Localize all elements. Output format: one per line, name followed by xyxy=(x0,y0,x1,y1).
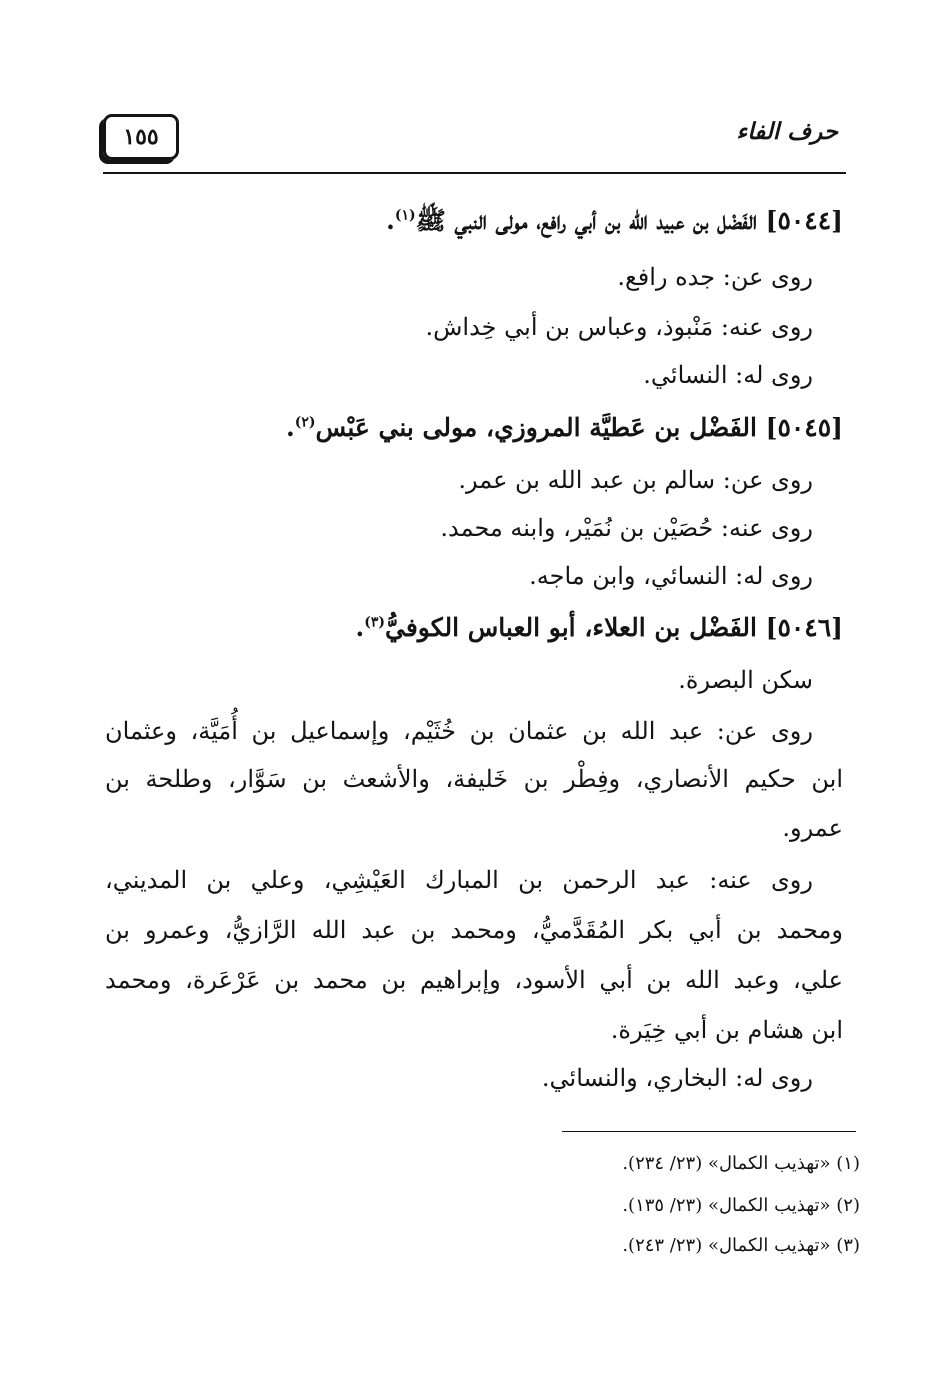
text-line xyxy=(542,1060,813,1096)
footnote-item: (٣) «تهذيب الكمال» (٢٣/ ٢٤٣). xyxy=(622,1235,860,1256)
header-rule xyxy=(103,172,846,174)
footnote-item: (٢) «تهذيب الكمال» (٢٣/ ١٣٥). xyxy=(622,1195,860,1216)
text-line xyxy=(643,357,813,393)
text-line xyxy=(678,662,813,698)
line-text: علي، وعبد الله بن أبي الأسود، وإبراهيم بن محمد بن عَرْعَرة، ومحمد xyxy=(105,966,843,994)
line-text: ومحمد بن أبي بكر المُقَدَّميُّ، ومحمد بن عبد الله الرَّازيُّ، وعمرو بن xyxy=(105,916,843,944)
line-text: [٥٠٤٤] الفَضْل بن عبيد الله بن أبي رافع، مولى النبي ﷺ xyxy=(415,206,843,235)
line-end-punctuation: . xyxy=(285,413,295,442)
line-text: روى عن: عبد الله بن عثمان بن خُثَيْم، وإسماعيل بن أُمَيَّة، وعثمان xyxy=(105,717,813,745)
footnote-marker: (١) xyxy=(394,207,416,224)
text-line xyxy=(425,309,813,345)
footnote-marker: (٢) xyxy=(294,414,316,431)
entry-heading xyxy=(356,610,843,646)
footnote-item: (١) «تهذيب الكمال» (٢٣/ ٢٣٤). xyxy=(622,1153,860,1174)
line-end-punctuation: . xyxy=(355,613,365,642)
line-text: [٥٠٤٦] الفَضْل بن العلاء، أبو العباس الكوفيُّ xyxy=(385,613,843,642)
text-line xyxy=(105,862,813,898)
line-text: روى عن: سالم بن عبد الله بن عمر. xyxy=(458,466,813,494)
footnote-rule xyxy=(562,1131,856,1132)
line-end-punctuation: . xyxy=(386,206,395,235)
line-text: روى عنه: عبد الرحمن بن المبارك العَيْشِي، وعلي بن المديني، xyxy=(105,866,813,894)
line-text: ابن هشام بن أبي خِيَرة. xyxy=(610,1016,843,1044)
text-line xyxy=(105,713,813,749)
entry-heading xyxy=(286,410,843,446)
line-text: روى له: النسائي، وابن ماجه. xyxy=(529,562,813,590)
line-text: عمرو. xyxy=(782,814,843,842)
line-text: روى له: النسائي. xyxy=(643,361,813,389)
entry-heading xyxy=(386,203,843,239)
page-number: ١٥٥ xyxy=(123,124,159,150)
text-line xyxy=(105,912,843,948)
text-line xyxy=(458,462,813,498)
text-line xyxy=(611,1012,843,1048)
text-line xyxy=(440,510,813,546)
footnote-marker: (٣) xyxy=(364,614,386,631)
running-header-title: حرف الفاء xyxy=(736,118,838,145)
text-line xyxy=(529,558,813,594)
page-number-box xyxy=(103,114,179,160)
text-line xyxy=(105,761,843,797)
line-text: [٥٠٤٥] الفَضْل بن عَطيَّة المروزي، مولى بني عَبْس xyxy=(315,413,843,442)
text-line xyxy=(782,810,843,846)
line-text: سكن البصرة. xyxy=(678,666,813,694)
line-text: روى له: البخاري، والنسائي. xyxy=(541,1064,813,1092)
line-text: روى عنه: مَنْبوذ، وعباس بن أبي خِداش. xyxy=(425,313,813,341)
line-text: ابن حكيم الأنصاري، وفِطْر بن خَليفة، والأشعث بن سَوَّار، وطلحة بن xyxy=(105,765,843,793)
line-text: روى عنه: حُصَيْن بن نُمَيْر، وابنه محمد. xyxy=(440,514,813,542)
text-line xyxy=(105,962,843,998)
line-text: روى عن: جده رافع. xyxy=(617,263,813,291)
text-line xyxy=(617,259,813,295)
